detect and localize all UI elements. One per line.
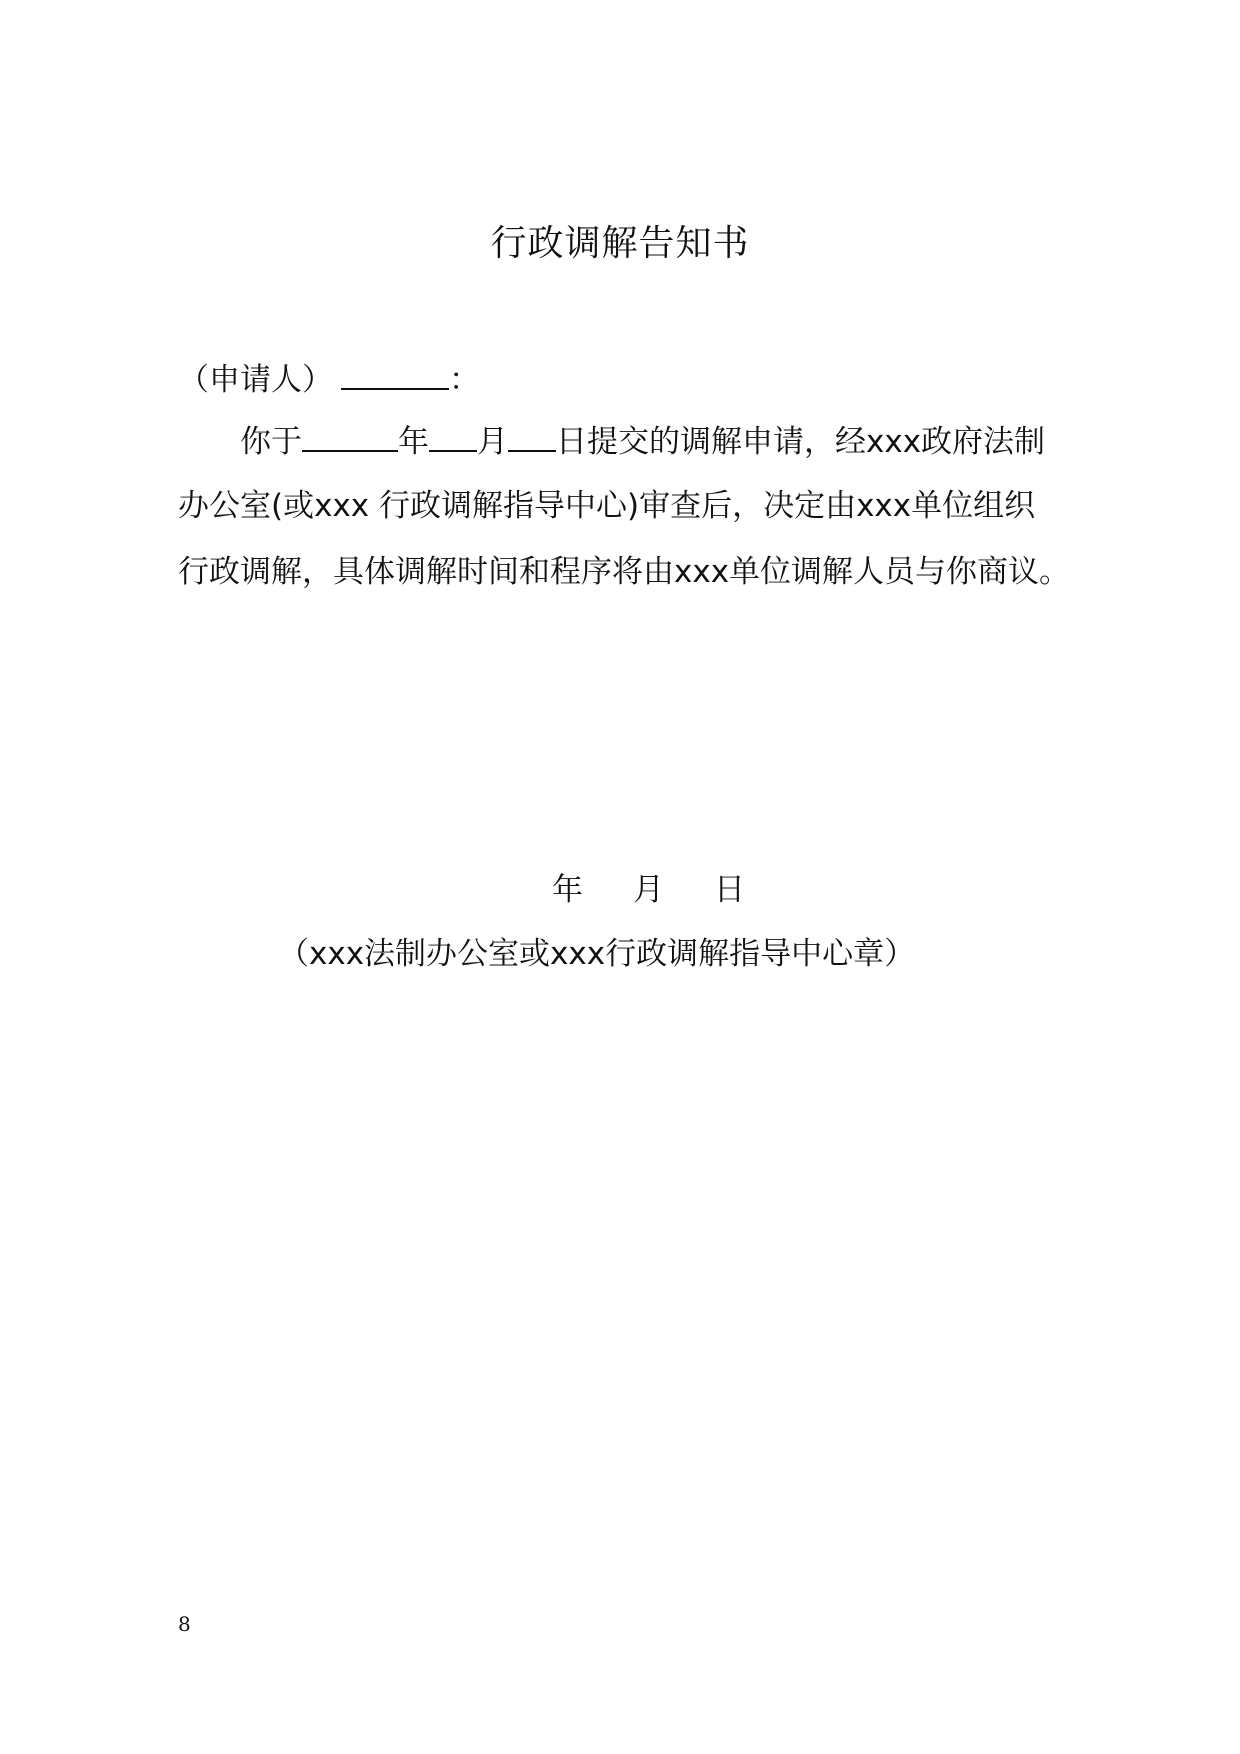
day-blank [508,420,556,452]
document-title: 行政调解告知书 [490,223,750,264]
applicant-name-blank [341,358,449,390]
date-line [552,870,745,910]
body-line-2: 办公室(或xxx 行政调解指导中心)审查后，决定由xxx单位组织 [178,488,1036,524]
date-month: 月 [633,872,664,908]
page-number: 8 [178,1612,191,1636]
body-line-3: 行政调解，具体调解时间和程序将由xxx单位调解人员与你商议。 [178,554,1071,590]
salutation-line [178,358,480,400]
body-text-submitted-prefix: 你于 [240,424,302,460]
body-line-1 [240,420,1045,462]
applicant-label: （申请人） [178,362,333,398]
month-blank [429,420,477,452]
year-blank [302,420,398,452]
body-text-month: 月 [477,424,508,460]
seal-note: （xxx法制办公室或xxx行政调解指导中心章） [278,936,916,972]
body-text-year: 年 [398,424,429,460]
date-year: 年 [552,872,583,908]
date-day: 日 [714,872,745,908]
salutation-colon: ： [449,362,480,398]
body-text-rest: 日提交的调解申请，经xxx政府法制 [556,424,1046,460]
